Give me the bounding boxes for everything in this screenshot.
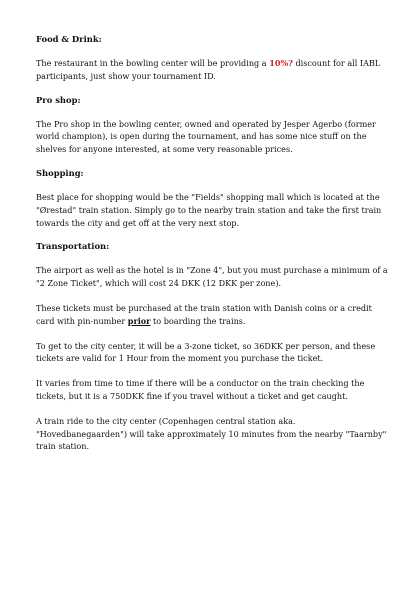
discount-highlight: 10%?	[269, 58, 293, 68]
transport-duration-paragraph: A train ride to the city center (Copenhagen central station aka. "Hovedbanegaarden") will take approximately 10 minutes from the nearby "Taarnby" train station.	[36, 415, 387, 452]
prior-emphasis: prior	[127, 315, 151, 326]
food-text-after: discount for all IABL participants, just show your tournament ID.	[36, 58, 381, 81]
pro-shop-paragraph: The Pro shop in the bowling center, owned and operated by Jesper Agerbo (former world champion), is open during the tournament, and has some nice stuff on the shelves for anyone interested, at some very reasonable prices.	[36, 118, 376, 155]
food-text-before: The restaurant in the bowling center will be providing a	[36, 58, 270, 68]
food-drink-heading: Food & Drink:	[36, 34, 102, 44]
transport-city-paragraph: To get to the city center, it will be a 3-zone ticket, so 36DKK per person, and these tickets are valid for 1 Hour from the moment you purchase the ticket.	[36, 340, 376, 364]
pro-shop-heading: Pro shop:	[36, 94, 81, 105]
ticket-text-after: to boarding the trains.	[150, 315, 246, 326]
shopping-paragraph: Best place for shopping would be the "Fields" shopping mall which is located at the "Ørestad" train station. Simply go to the nearby train station and take the first train towards the city and get off at the very next stop.	[36, 191, 382, 228]
document-page	[36, 34, 388, 465]
food-drink-paragraph	[36, 57, 388, 83]
transport-ticket-paragraph	[36, 302, 388, 328]
transportation-heading: Transportation:	[36, 241, 110, 252]
shopping-heading: Shopping:	[36, 167, 84, 178]
transport-zone-paragraph: The airport as well as the hotel is in "Zone 4", but you must purchase a minimum of a "2 Zone Ticket", which will cost 24 DKK (12 DKK per zone).	[36, 265, 388, 289]
transport-conductor-paragraph: It varies from time to time if there will be a conductor on the train checking the tickets, but it is a 750DKK fine if you travel without a ticket and get caught.	[36, 378, 365, 401]
ticket-text-before: These tickets must be purchased at the train station with Danish coins or a credit card with pin-number	[36, 302, 372, 326]
